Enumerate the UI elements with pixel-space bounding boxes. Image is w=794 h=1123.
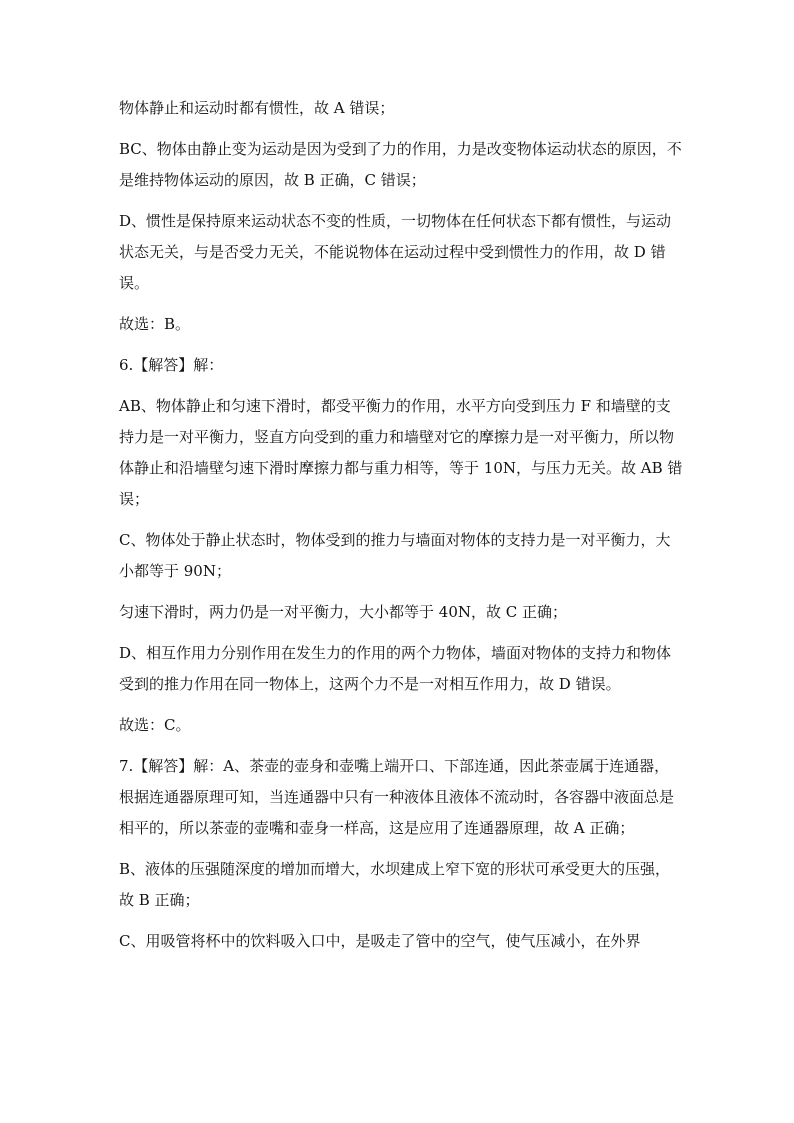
paragraph-q6-heading: 6.【解答】解： — [119, 356, 224, 374]
paragraph-q6-d: D、相互作用力分别作用在发生力的作用的两个力物体，墙面对物体的支持力和物体受到的推力作用在同一物体上，这两个力不是一对相互作用力，故 D 错误。 — [119, 644, 672, 693]
paragraph-q7-b: B、液体的压强随深度的增加而增大，水坝建成上窄下宽的形状可承受更大的压强，故 B 正确； — [119, 860, 671, 909]
document-body — [119, 93, 684, 967]
paragraph-q7-c: C、用吸管将杯中的饮料吸入口中，是吸走了管中的空气，使气压减小，在外界 — [119, 932, 641, 950]
paragraph-q6-ab: AB、物体静止和匀速下滑时，都受平衡力的作用，水平方向受到压力 F 和墙壁的支持力是一对平衡力，竖直方向受到的重力和墙壁对它的摩擦力是一对平衡力，所以物体静止和沿墙壁匀速下滑时摩擦力都与重力相等，等于 10N，与压力无关。故 AB 错误； — [119, 397, 683, 508]
paragraph-option-bc: BC、物体由静止变为运动是因为受到了力的作用，力是改变物体运动状态的原因，不是维持物体运动的原因，故 B 正确，C 错误； — [119, 140, 682, 189]
paragraph-inertia-a: 物体静止和运动时都有惯性，故 A 错误； — [119, 99, 395, 117]
paragraph-q6-c-cont: 匀速下滑时，两力仍是一对平衡力，大小都等于 40N，故 C 正确； — [119, 603, 567, 621]
paragraph-q7-a: 7.【解答】解：A、茶壶的壶身和壶嘴上端开口、下部连通，因此茶壶属于连通器，根据连通器原理可知，当连通器中只有一种液体且液体不流动时，各容器中液面总是相平的，所以茶壶的壶嘴和壶身一样高，这是应用了连通器原理，故 A 正确； — [119, 757, 675, 837]
paragraph-option-d: D、惯性是保持原来运动状态不变的性质，一切物体在任何状态下都有惯性，与运动状态无关，与是否受力无关，不能说物体在运动过程中受到惯性力的作用，故 D 错误。 — [119, 212, 672, 292]
paragraph-answer-6: 故选：C。 — [119, 716, 191, 734]
paragraph-q6-c: C、物体处于静止状态时，物体受到的推力与墙面对物体的支持力是一对平衡力，大小都等于 90N； — [119, 531, 671, 580]
paragraph-answer-5: 故选：B。 — [119, 315, 191, 333]
